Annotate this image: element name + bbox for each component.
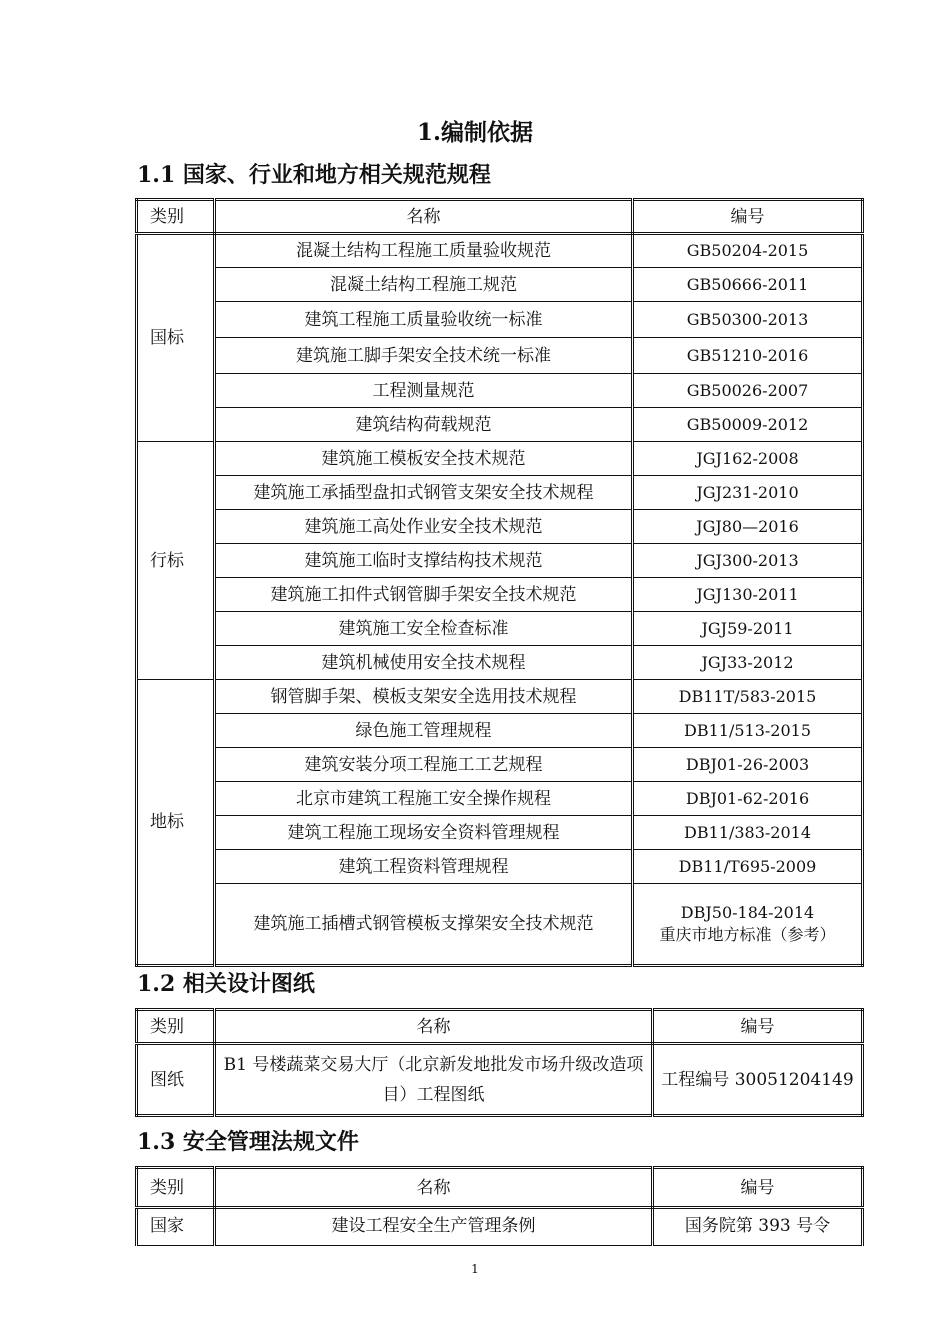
row-name: 建筑施工承插型盘扣式钢管支架安全技术规程 <box>215 476 633 510</box>
table-row <box>137 612 863 646</box>
table-row <box>137 782 863 816</box>
code-text: DB11/383-2014 <box>684 822 811 842</box>
drawings-table <box>135 1008 864 1117</box>
code-text: DBJ01-62-2016 <box>685 788 810 808</box>
table-row <box>137 714 863 748</box>
row-name: 建筑施工临时支撑结构技术规范 <box>215 544 633 578</box>
group-category: 地标 <box>137 680 215 966</box>
table-header-row <box>137 1168 863 1208</box>
row-name: 建筑施工模板安全技术规范 <box>215 442 633 476</box>
page-number: 1 <box>471 1262 479 1276</box>
code-text: DB11T/583-2015 <box>678 686 817 706</box>
header-category: 类别 <box>137 1010 215 1044</box>
table-row <box>137 338 863 374</box>
code-text: DBJ01-26-2003 <box>685 754 810 774</box>
section-heading-1-2: 1.2 相关设计图纸 <box>137 971 315 997</box>
row-code: 国务院第 393 号令 <box>653 1208 863 1246</box>
table-row <box>137 1208 863 1246</box>
code-text: GB50009-2012 <box>686 414 809 434</box>
row-name: 建筑安装分项工程施工工艺规程 <box>215 748 633 782</box>
group-category: 行标 <box>137 442 215 680</box>
row-name: 混凝土结构工程施工质量验收规范 <box>215 234 633 268</box>
row-name: 建筑工程施工现场安全资料管理规程 <box>215 816 633 850</box>
row-code <box>633 234 863 268</box>
table-row <box>137 268 863 302</box>
row-code <box>633 714 863 748</box>
row-category: 国家 <box>137 1208 215 1246</box>
row-category: 图纸 <box>137 1044 215 1116</box>
row-code <box>633 578 863 612</box>
row-code <box>633 442 863 476</box>
header-code: 编号 <box>633 200 863 234</box>
row-code <box>633 544 863 578</box>
row-code <box>633 510 863 544</box>
code-text: GB50026-2007 <box>686 380 809 400</box>
header-code: 编号 <box>653 1010 863 1044</box>
row-name: 北京市建筑工程施工安全操作规程 <box>215 782 633 816</box>
table-row <box>137 646 863 680</box>
row-name: 建筑工程施工质量验收统一标准 <box>215 302 633 338</box>
code-text: GB51210-2016 <box>686 345 809 365</box>
table-row <box>137 1044 863 1116</box>
table-row <box>137 442 863 476</box>
row-code <box>633 612 863 646</box>
table-row <box>137 578 863 612</box>
row-code <box>633 748 863 782</box>
code-text: JGJ231-2010 <box>696 482 799 502</box>
table-row <box>137 680 863 714</box>
code-text: GB50666-2011 <box>686 274 809 294</box>
row-code <box>633 680 863 714</box>
standards-table <box>135 198 864 967</box>
row-code <box>633 476 863 510</box>
table-row <box>137 884 863 966</box>
section-heading-1-3: 1.3 安全管理法规文件 <box>137 1129 359 1155</box>
row-name: 绿色施工管理规程 <box>215 714 633 748</box>
row-name: 建筑工程资料管理规程 <box>215 850 633 884</box>
row-name: 建筑施工脚手架安全技术统一标准 <box>215 338 633 374</box>
table-header-row <box>137 1010 863 1044</box>
code-text: DB11/T695-2009 <box>678 856 817 876</box>
code-note: 重庆市地方标准（参考） <box>659 925 836 944</box>
row-name: 建筑结构荷载规范 <box>215 408 633 442</box>
row-code <box>633 816 863 850</box>
header-name: 名称 <box>215 1010 653 1044</box>
row-code <box>633 884 863 966</box>
row-name: 建设工程安全生产管理条例 <box>215 1208 653 1246</box>
code-text: GB50300-2013 <box>686 309 809 329</box>
row-code: 工程编号 30051204149 <box>653 1044 863 1116</box>
header-category: 类别 <box>137 1168 215 1208</box>
row-name: 建筑机械使用安全技术规程 <box>215 646 633 680</box>
code-text: JGJ80—2016 <box>696 516 799 536</box>
page-title: 1.编制依据 <box>416 119 533 146</box>
row-name: 工程测量规范 <box>215 374 633 408</box>
header-category: 类别 <box>137 200 215 234</box>
table-header-row <box>137 200 863 234</box>
table-row <box>137 748 863 782</box>
row-code <box>633 646 863 680</box>
row-code <box>633 338 863 374</box>
row-name: B1 号楼蔬菜交易大厅（北京新发地批发市场升级改造项目）工程图纸 <box>215 1044 653 1116</box>
row-code <box>633 850 863 884</box>
row-name: 建筑施工安全检查标准 <box>215 612 633 646</box>
table-row <box>137 850 863 884</box>
row-name: 建筑施工高处作业安全技术规范 <box>215 510 633 544</box>
regulations-table <box>135 1166 864 1246</box>
code-text: JGJ33-2012 <box>701 652 794 672</box>
row-code <box>633 782 863 816</box>
table-row <box>137 408 863 442</box>
code-text: GB50204-2015 <box>686 241 809 260</box>
header-name: 名称 <box>215 200 633 234</box>
header-name: 名称 <box>215 1168 653 1208</box>
row-name: 混凝土结构工程施工规范 <box>215 268 633 302</box>
row-code <box>633 408 863 442</box>
table-row <box>137 374 863 408</box>
table-row <box>137 302 863 338</box>
row-name: 建筑施工插槽式钢管模板支撑架安全技术规范 <box>215 884 633 966</box>
code-text: DB11/513-2015 <box>684 720 811 740</box>
row-name: 钢管脚手架、模板支架安全选用技术规程 <box>215 680 633 714</box>
table-row <box>137 234 863 268</box>
header-code: 编号 <box>653 1168 863 1208</box>
table-row <box>137 816 863 850</box>
row-code <box>633 302 863 338</box>
row-code <box>633 268 863 302</box>
section-heading-1-1: 1.1 国家、行业和地方相关规范规程 <box>137 162 491 188</box>
code-text: JGJ162-2008 <box>696 448 799 468</box>
table-row <box>137 510 863 544</box>
code-text: JGJ130-2011 <box>696 584 799 604</box>
table-row <box>137 476 863 510</box>
row-code <box>633 374 863 408</box>
code-text: DBJ50-184-2014 <box>680 903 815 922</box>
table-row <box>137 544 863 578</box>
code-text: JGJ300-2013 <box>696 550 799 570</box>
code-text: JGJ59-2011 <box>701 618 794 638</box>
group-category: 国标 <box>137 234 215 442</box>
row-name: 建筑施工扣件式钢管脚手架安全技术规范 <box>215 578 633 612</box>
